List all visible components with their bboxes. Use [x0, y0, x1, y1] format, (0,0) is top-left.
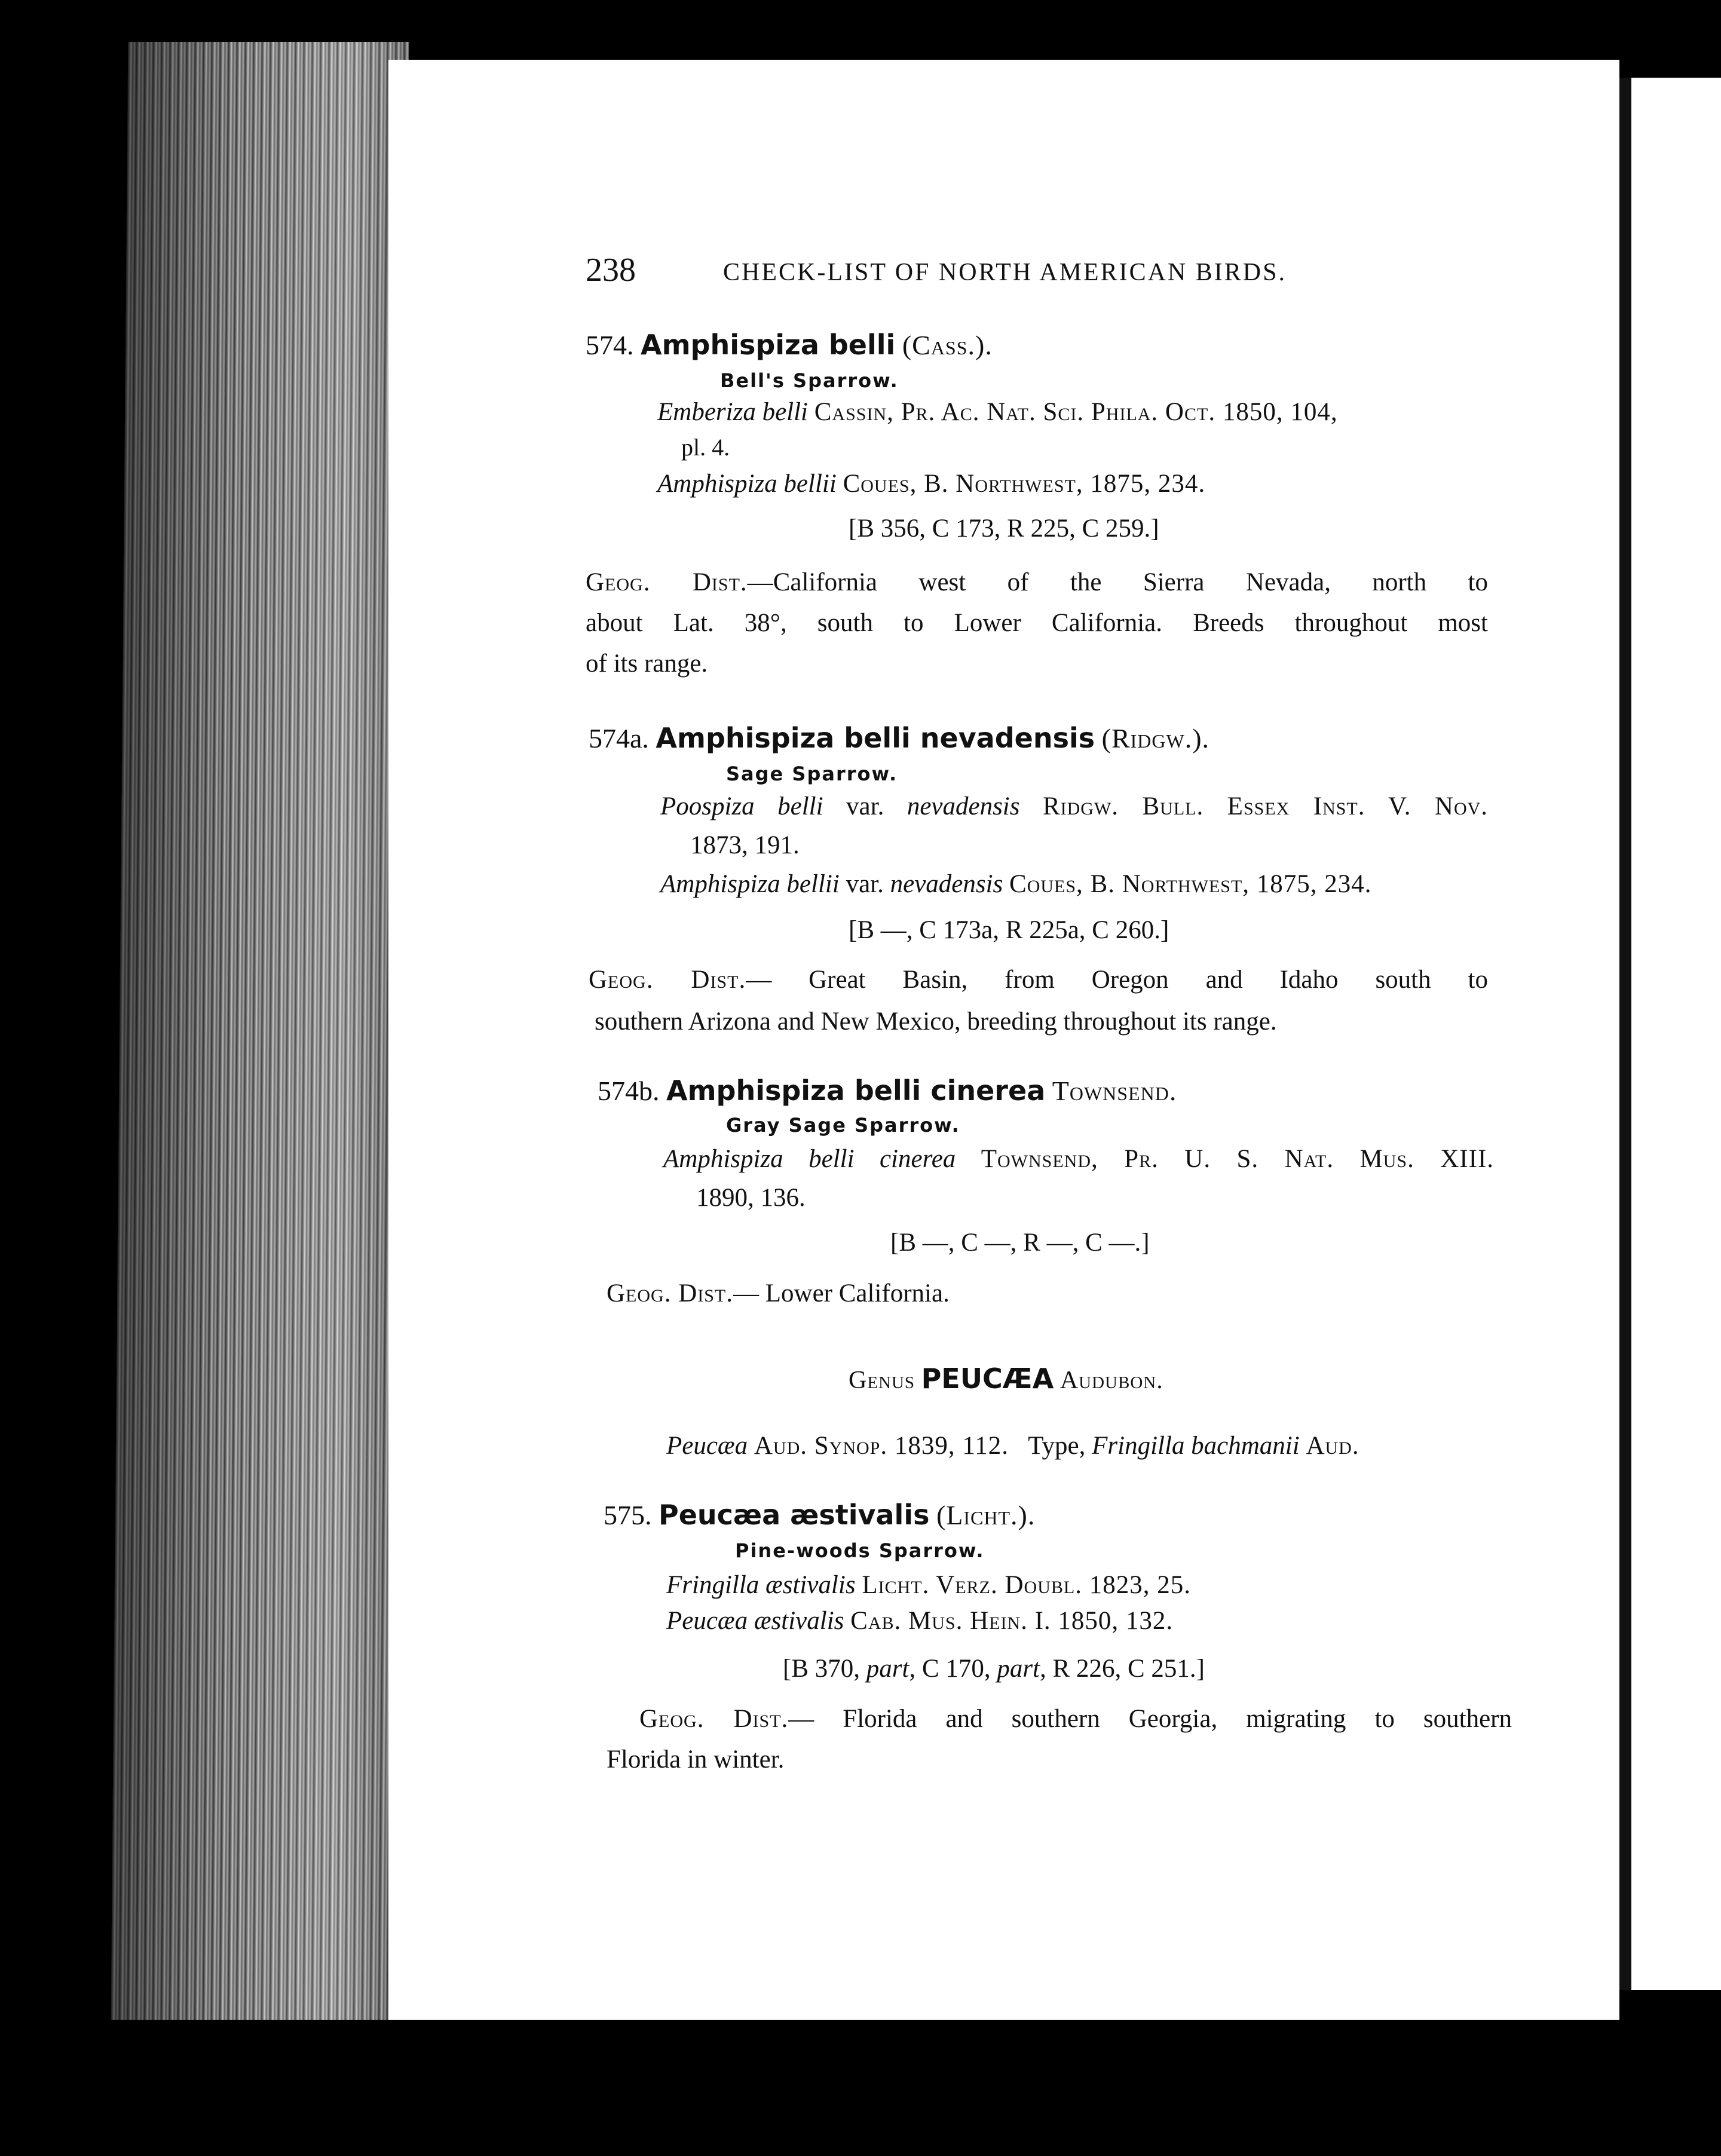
- synonym-line: [660, 792, 1488, 821]
- distribution-line: Florida in winter.: [607, 1745, 785, 1774]
- distribution-line: [607, 1279, 950, 1308]
- distribution-text: —California west of the Sierra Nevada, north to: [747, 568, 1488, 596]
- entry-number: 575.: [604, 1500, 652, 1530]
- ref-part: part,: [866, 1655, 916, 1683]
- synonym-name: Amphispiza bellii: [657, 470, 837, 498]
- genus-def-name: Peucæa: [666, 1432, 748, 1460]
- authority: (Ridgw.).: [1101, 723, 1210, 754]
- common-name: Gray Sage Sparrow.: [726, 1114, 960, 1137]
- synonym-variety: nevadensis: [907, 792, 1020, 820]
- genus-prefix: Genus: [849, 1367, 915, 1394]
- synonym-line: [666, 1606, 1173, 1636]
- distribution-text: — Lower California.: [733, 1279, 950, 1307]
- type-name: Fringilla bachmanii: [1092, 1432, 1300, 1460]
- synonym-name: Amphispiza belli cinerea: [663, 1145, 956, 1173]
- ref-part: R 226, C 251.]: [1052, 1655, 1205, 1683]
- genus-definition: [666, 1431, 1359, 1460]
- synonym-name: Poospiza belli: [660, 792, 823, 820]
- distribution-line: of its range.: [586, 650, 708, 678]
- genus-def-citation: Aud. Synop. 1839, 112.: [754, 1432, 1009, 1460]
- book-page: [388, 60, 1619, 2020]
- entry-number: 574b.: [598, 1076, 660, 1106]
- genus-heading: [849, 1362, 1163, 1395]
- ref-part: part,: [997, 1655, 1046, 1683]
- common-name: Sage Sparrow.: [726, 762, 898, 785]
- synonym-citation: Cab. Mus. Hein. I. 1850, 132.: [850, 1607, 1174, 1635]
- page-edges: [111, 42, 409, 2020]
- synonym-line: [657, 469, 1205, 498]
- distribution-text: — Great Basin, from Oregon and Idaho south to: [746, 966, 1488, 994]
- scientific-name: Amphispiza belli nevadensis: [656, 722, 1095, 754]
- distribution-label: Geog. Dist.: [639, 1705, 789, 1733]
- distribution-line: about Lat. 38°, south to Lower California. Breeds throughout most: [586, 609, 1488, 637]
- distribution-label: Geog. Dist.: [586, 568, 748, 596]
- synonym-citation: Cassin, Pr. Ac. Nat. Sci. Phila. Oct. 1850, 104,: [814, 398, 1338, 426]
- scientific-name: Amphispiza belli: [641, 329, 896, 361]
- synonym-continuation: 1873, 191.: [690, 831, 800, 859]
- distribution-label: Geog. Dist.: [589, 966, 746, 994]
- synonym-continuation: pl. 4.: [681, 434, 730, 461]
- synonym-citation: Coues, B. Northwest, 1875, 234.: [843, 470, 1206, 498]
- synonym-citation: Coues, B. Northwest, 1875, 234.: [1009, 870, 1372, 898]
- distribution-label: Geog. Dist.: [607, 1279, 734, 1307]
- synonym-name: Peucæa æstivalis: [666, 1607, 844, 1635]
- entry-number: 574.: [586, 330, 634, 360]
- synonym-line: [657, 397, 1338, 427]
- scientific-name: Amphispiza belli cinerea: [666, 1074, 1046, 1107]
- distribution-line: [589, 965, 1488, 994]
- common-name: Bell's Sparrow.: [720, 369, 899, 392]
- authority: Townsend.: [1052, 1076, 1177, 1106]
- synonym-var: var.: [846, 792, 884, 820]
- synonym-line: [666, 1570, 1191, 1600]
- page-number: 238: [586, 252, 636, 289]
- distribution-text: — Florida and southern Georgia, migrating to southern: [788, 1705, 1512, 1733]
- ref-part: C 170,: [921, 1655, 991, 1683]
- entry-575-heading: [604, 1499, 1035, 1531]
- synonym-citation: Licht. Verz. Doubl. 1823, 25.: [862, 1571, 1191, 1599]
- genus-authority: Audubon.: [1059, 1367, 1163, 1394]
- references: [B —, C —, R —, C —.]: [890, 1229, 1150, 1257]
- common-name: Pine-woods Sparrow.: [735, 1539, 985, 1562]
- synonym-continuation: 1890, 136.: [696, 1184, 806, 1212]
- synonym-var: var.: [846, 870, 884, 898]
- type-authority: Aud.: [1306, 1432, 1359, 1460]
- synonym-line: [663, 1144, 1494, 1174]
- authority: (Cass.).: [902, 330, 993, 360]
- references: [B —, C 173a, R 225a, C 260.]: [849, 916, 1169, 944]
- synonym-name: Emberiza belli: [657, 398, 808, 426]
- facing-page-edge: [1613, 78, 1721, 1990]
- references: [B 356, C 173, R 225, C 259.]: [849, 514, 1159, 543]
- running-title: CHECK-LIST OF NORTH AMERICAN BIRDS.: [723, 259, 1287, 286]
- synonym-line: [660, 869, 1372, 899]
- distribution-line: [639, 1704, 1512, 1734]
- genus-name: PEUCÆA: [921, 1362, 1054, 1395]
- references: [783, 1654, 1205, 1683]
- synonym-citation: Townsend, Pr. U. S. Nat. Mus. XIII.: [981, 1145, 1495, 1173]
- distribution-line: southern Arizona and New Mexico, breeding throughout its range.: [595, 1007, 1277, 1036]
- type-label: Type,: [1028, 1432, 1086, 1460]
- distribution-line: [586, 568, 1488, 597]
- synonym-name: Amphispiza bellii: [660, 870, 840, 898]
- entry-574a-heading: [589, 722, 1209, 754]
- authority: (Licht.).: [936, 1500, 1036, 1530]
- entry-574b-heading: [598, 1074, 1177, 1107]
- synonym-name: Fringilla æstivalis: [666, 1571, 856, 1599]
- synonym-citation: Ridgw. Bull. Essex Inst. V. Nov.: [1042, 792, 1489, 820]
- ref-part: [B 370,: [783, 1655, 860, 1683]
- synonym-variety: nevadensis: [890, 870, 1003, 898]
- entry-574-heading: [586, 329, 993, 361]
- scientific-name: Peucæa æstivalis: [659, 1499, 930, 1531]
- entry-number: 574a.: [589, 723, 649, 754]
